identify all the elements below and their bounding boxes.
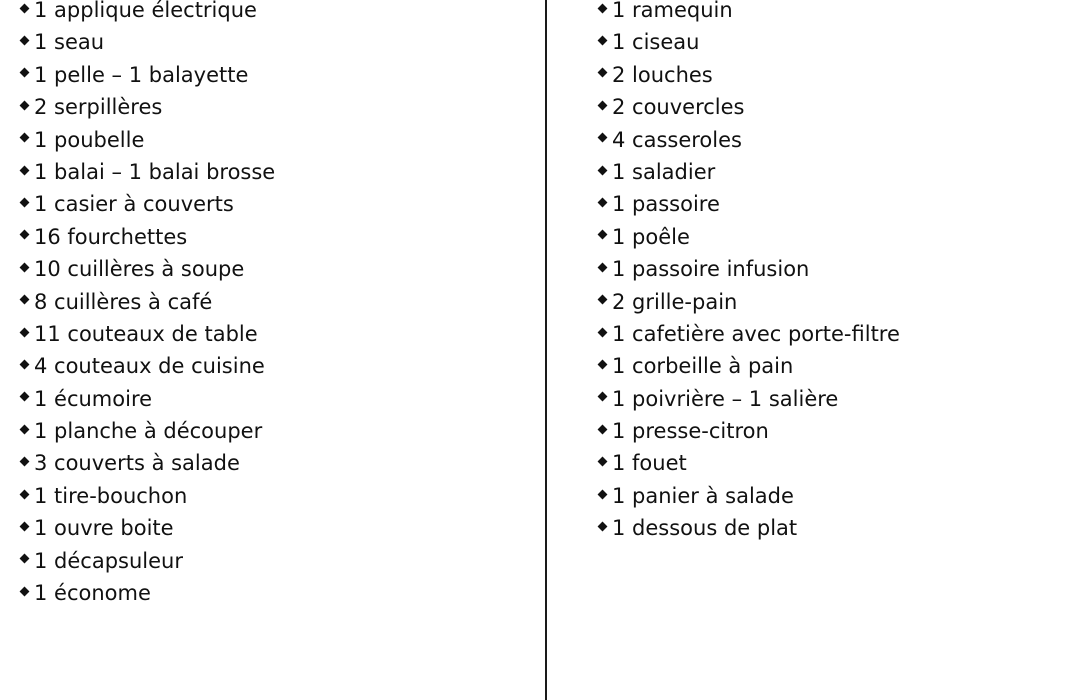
list-item-label: 1 corbeille à pain [612,354,794,379]
diamond-bullet-icon [598,198,608,208]
list-item-label: 1 passoire [612,192,720,217]
diamond-bullet-icon [20,262,30,272]
diamond-bullet-icon [20,327,30,337]
list-item-label: 1 ramequin [612,0,733,22]
diamond-bullet-icon [20,295,30,305]
list-item [596,415,900,447]
list-item [596,318,900,350]
list-item-label: 4 casseroles [612,127,742,152]
list-item [18,253,275,285]
diamond-bullet-icon [598,392,608,402]
list-item-label: 1 balai – 1 balai brosse [34,159,276,184]
list-item-label: 1 économe [34,581,151,606]
diamond-bullet-icon [598,295,608,305]
diamond-bullet-icon [598,424,608,434]
list-item-label: 1 presse-citron [612,419,769,444]
list-item-label: 1 pelle – 1 balayette [34,62,249,87]
list-item-label: 1 fouet [612,451,687,476]
list-item-label: 1 poivrière – 1 salière [612,386,839,411]
diamond-bullet-icon [598,360,608,370]
diamond-bullet-icon [20,489,30,499]
list-item-label: 1 seau [34,30,105,55]
list-item [18,221,275,253]
list-item-label: 1 passoire infusion [612,257,810,282]
diamond-bullet-icon [20,424,30,434]
list-item-label: 1 applique électrique [34,0,257,22]
list-item-label: 1 cafetière avec porte-filtre [612,321,900,346]
list-item-label: 8 cuillères à café [34,289,213,314]
list-item-label: 1 poubelle [34,127,145,152]
list-item [596,383,900,415]
list-item [596,156,900,188]
diamond-bullet-icon [598,457,608,467]
list-item [596,350,900,382]
list-item-label: 1 casier à couverts [34,192,234,217]
diamond-bullet-icon [20,165,30,175]
diamond-bullet-icon [20,521,30,531]
diamond-bullet-icon [20,586,30,596]
list-item-label: 16 fourchettes [34,224,188,249]
list-item [18,350,275,382]
list-item [596,0,900,26]
diamond-bullet-icon [20,100,30,110]
list-item-label: 1 ouvre boite [34,516,174,541]
diamond-bullet-icon [598,3,608,13]
list-item [18,512,275,544]
list-item-label: 1 ciseau [612,30,700,55]
diamond-bullet-icon [20,3,30,13]
list-item [18,286,275,318]
list-item-label: 4 couteaux de cuisine [34,354,265,379]
diamond-bullet-icon [598,230,608,240]
diamond-bullet-icon [598,68,608,78]
list-item [18,156,275,188]
list-item [18,447,275,479]
list-item [596,59,900,91]
diamond-bullet-icon [598,100,608,110]
list-item [18,545,275,577]
list-item-label: 1 tire-bouchon [34,483,188,508]
list-item [596,480,900,512]
diamond-bullet-icon [20,392,30,402]
list-item [18,188,275,220]
list-item [18,0,275,26]
list-item [18,415,275,447]
diamond-bullet-icon [20,36,30,46]
list-item-label: 1 poêle [612,224,690,249]
diamond-bullet-icon [20,360,30,370]
diamond-bullet-icon [20,133,30,143]
column-divider [545,0,547,700]
list-item-label: 2 grille-pain [612,289,738,314]
list-item [18,577,275,609]
list-item [596,221,900,253]
list-item [18,480,275,512]
list-item-label: 1 décapsuleur [34,548,183,573]
list-item-label: 1 écumoire [34,386,153,411]
diamond-bullet-icon [20,68,30,78]
left-inventory-list [18,0,275,609]
diamond-bullet-icon [598,327,608,337]
list-item [596,124,900,156]
diamond-bullet-icon [598,133,608,143]
list-item [596,253,900,285]
list-item-label: 1 panier à salade [612,483,794,508]
diamond-bullet-icon [20,554,30,564]
list-item-label: 1 dessous de plat [612,516,798,541]
list-item [18,383,275,415]
list-item [18,91,275,123]
diamond-bullet-icon [598,165,608,175]
list-item [18,318,275,350]
list-item [18,26,275,58]
diamond-bullet-icon [20,198,30,208]
list-item [596,286,900,318]
list-item [596,91,900,123]
list-item [596,447,900,479]
diamond-bullet-icon [598,489,608,499]
list-item-label: 2 couvercles [612,95,745,120]
diamond-bullet-icon [20,457,30,467]
list-item [596,26,900,58]
diamond-bullet-icon [598,36,608,46]
list-item-label: 1 planche à découper [34,419,263,444]
list-item-label: 1 saladier [612,159,716,184]
diamond-bullet-icon [598,521,608,531]
right-inventory-list [596,0,900,545]
list-item [596,188,900,220]
list-item-label: 2 louches [612,62,713,87]
list-item-label: 2 serpillères [34,95,163,120]
diamond-bullet-icon [598,262,608,272]
list-item [18,59,275,91]
list-item [596,512,900,544]
list-item-label: 11 couteaux de table [34,321,258,346]
diamond-bullet-icon [20,230,30,240]
list-item [18,124,275,156]
list-item-label: 3 couverts à salade [34,451,240,476]
list-item-label: 10 cuillères à soupe [34,257,245,282]
